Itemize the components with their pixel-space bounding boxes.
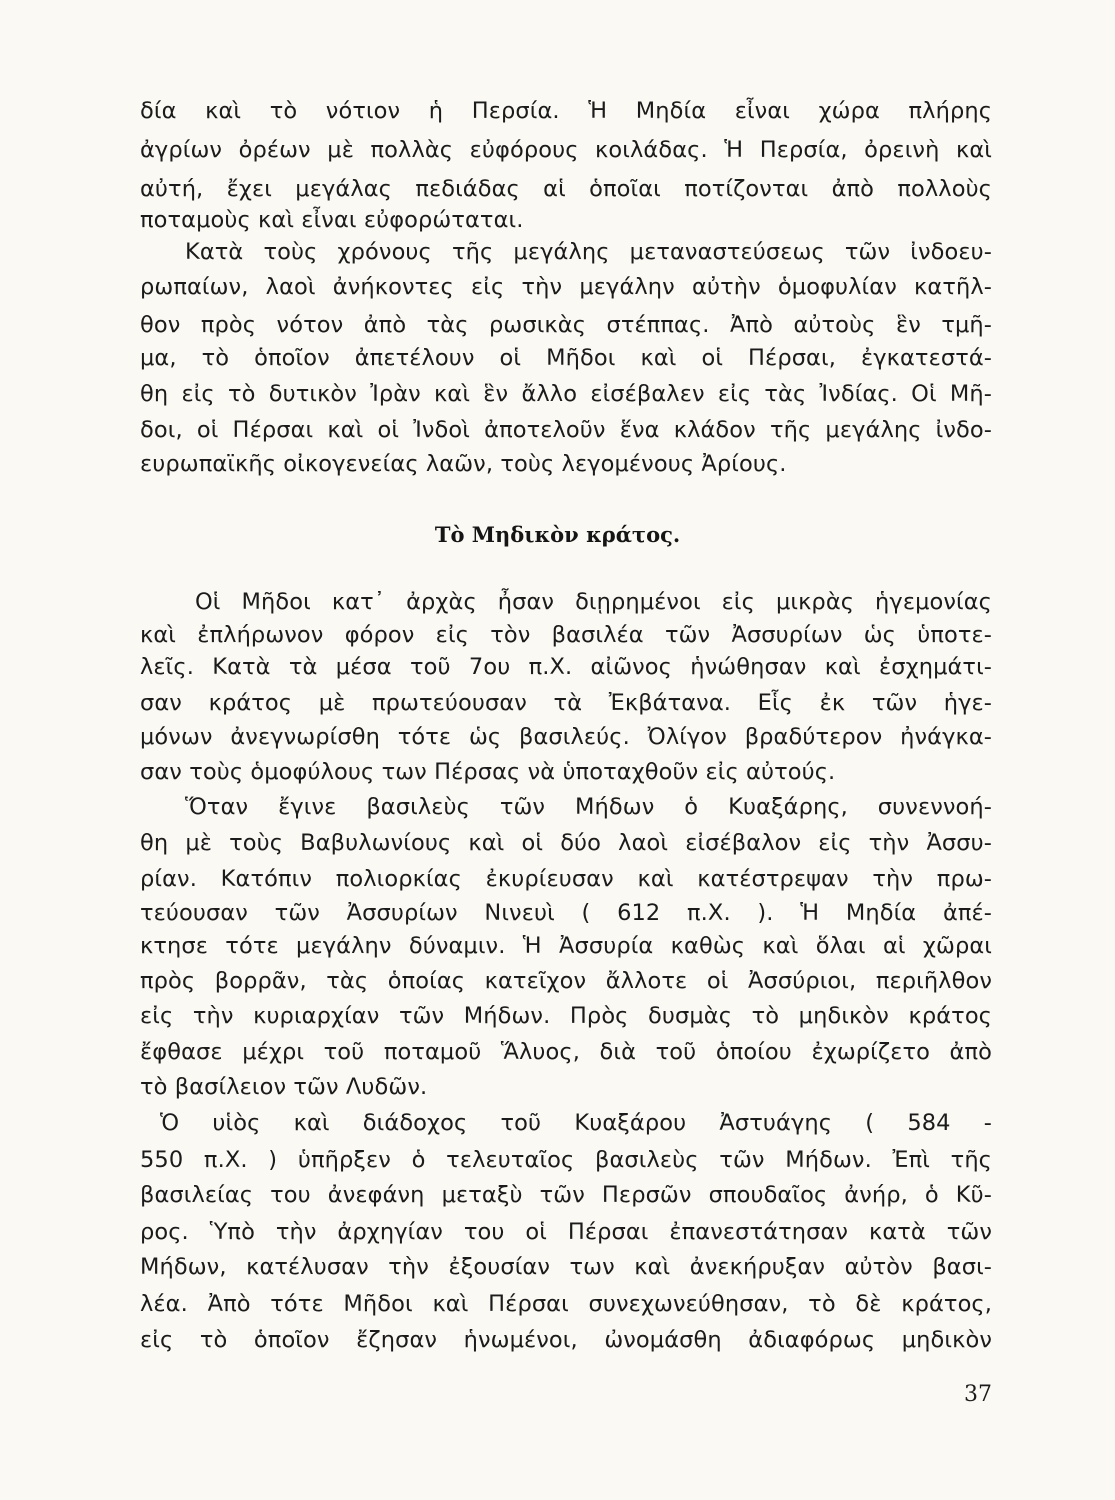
text-line: σαν κράτος μὲ πρωτεύουσαν τὰ Ἐκβάτανα. Εἷς ἐκ τῶν ἡγε- [140,690,992,716]
text-line: εἰς τὴν κυριαρχίαν τῶν Μήδων. Πρὸς δυσμὰς τὸ μηδικὸν κράτος [140,1003,992,1029]
text-line: Ὅταν ἔγινε βασιλεὺς τῶν Μήδων ὁ Κυαξάρης, συνεννοή- [185,794,992,820]
text-line: Κατὰ τοὺς χρόνους τῆς μεγάλης μεταναστεύσεως τῶν ἰνδοευ- [185,239,992,265]
text-line: Οἱ Μῆδοι κατ᾽ ἀρχὰς ἦσαν διῃρημένοι εἰς μικρὰς ἡγεμονίας [195,589,992,615]
text-line: κτησε τότε μεγάλην δύναμιν. Ἡ Ἀσσυρία καθὼς καὶ ὅλαι αἱ χῶραι [140,933,992,959]
text-line: Μήδων, κατέλυσαν τὴν ἐξουσίαν των καὶ ἀνεκήρυξαν αὐτὸν βασι- [140,1254,992,1280]
text-line: ρος. Ὑπὸ τὴν ἀρχηγίαν του οἱ Πέρσαι ἐπανεστάτησαν κατὰ τῶν [140,1219,992,1245]
text-line: ἀγρίων ὀρέων μὲ πολλὰς εὐφόρους κοιλάδας. Ἡ Περσία, ὀρεινὴ καὶ [140,137,992,163]
text-line: τὸ βασίλειον τῶν Λυδῶν. [140,1074,428,1100]
text-line: θη εἰς τὸ δυτικὸν Ἰρὰν καὶ ἓν ἄλλο εἰσέβαλεν εἰς τὰς Ἰνδίας. Οἱ Μῆ- [140,381,992,407]
text-line: μόνων ἀνεγνωρίσθη τότε ὡς βασιλεύς. Ὀλίγον βραδύτερον ἠνάγκα- [140,724,992,750]
text-line: λέα. Ἀπὸ τότε Μῆδοι καὶ Πέρσαι συνεχωνεύθησαν, τὸ δὲ κράτος, [140,1291,992,1317]
text-line: ποταμοὺς καὶ εἶναι εὐφορώταται. [140,207,524,233]
text-line: σαν τοὺς ὁμοφύλους των Πέρσας νὰ ὑποταχθοῦν εἰς αὐτούς. [140,759,836,785]
text-line: δοι, οἱ Πέρσαι καὶ οἱ Ἰνδοὶ ἀποτελοῦν ἕνα κλάδον τῆς μεγάλης ἰνδο- [140,417,992,443]
text-line: ἔφθασε μέχρι τοῦ ποταμοῦ Ἅλυος, διὰ τοῦ ὁποίου ἐχωρίζετο ἀπὸ [140,1039,992,1065]
text-line: ευρωπαϊκῆς οἰκογενείας λαῶν, τοὺς λεγομένους Ἀρίους. [140,451,787,477]
text-line: ρίαν. Κατόπιν πολιορκίας ἐκυρίευσαν καὶ κατέστρεψαν τὴν πρω- [140,866,992,892]
text-line: πρὸς βορρᾶν, τὰς ὁποίας κατεῖχον ἄλλοτε οἱ Ἀσσύριοι, περιῆλθον [140,968,992,994]
text-line: καὶ ἐπλήρωνον φόρον εἰς τὸν βασιλέα τῶν Ἀσσυρίων ὡς ὑποτε- [140,622,992,648]
text-line: εἰς τὸ ὁποῖον ἔζησαν ἡνωμένοι, ὠνομάσθη ἀδιαφόρως μηδικὸν [140,1327,992,1353]
text-line: 550 π.Χ. ) ὑπῆρξεν ὁ τελευταῖος βασιλεὺς τῶν Μήδων. Ἐπὶ τῆς [140,1147,992,1173]
text-line: ρωπαίων, λαοὶ ἀνήκοντες εἰς τὴν μεγάλην αὐτὴν ὁμοφυλίαν κατῆλ- [140,274,992,300]
text-line: τεύουσαν τῶν Ἀσσυρίων Νινευὶ ( 612 π.Χ. ). Ἡ Μηδία ἀπέ- [140,900,992,926]
text-line: δία καὶ τὸ νότιον ἡ Περσία. Ἡ Μηδία εἶναι χώρα πλήρης [140,98,992,124]
text-line: βασιλείας του ἀνεφάνη μεταξὺ τῶν Περσῶν σπουδαῖος ἀνήρ, ὁ Κῦ- [140,1182,992,1208]
text-line: Ὁ υἱὸς καὶ διάδοχος τοῦ Κυαξάρου Ἀστυάγης ( 584 - [160,1110,992,1136]
text-line: θον πρὸς νότον ἀπὸ τὰς ρωσικὰς στέππας. Ἀπὸ αὐτοὺς ἓν τμῆ- [140,312,992,338]
section-heading: Τὸ Μηδικὸν κράτος. [434,522,681,547]
page-number: 37 [964,1382,992,1407]
text-line: μα, τὸ ὁποῖον ἀπετέλουν οἱ Μῆδοι καὶ οἱ Πέρσαι, ἐγκατεστά- [140,345,992,371]
text-line: λεῖς. Κατὰ τὰ μέσα τοῦ 7ου π.Χ. αἰῶνος ἡνώθησαν καὶ ἐσχημάτι- [140,654,992,680]
text-line: αὐτή, ἔχει μεγάλας πεδιάδας αἱ ὁποῖαι ποτίζονται ἀπὸ πολλοὺς [140,176,992,202]
text-line: θη μὲ τοὺς Βαβυλωνίους καὶ οἱ δύο λαοὶ εἰσέβαλον εἰς τὴν Ἀσσυ- [140,830,992,856]
